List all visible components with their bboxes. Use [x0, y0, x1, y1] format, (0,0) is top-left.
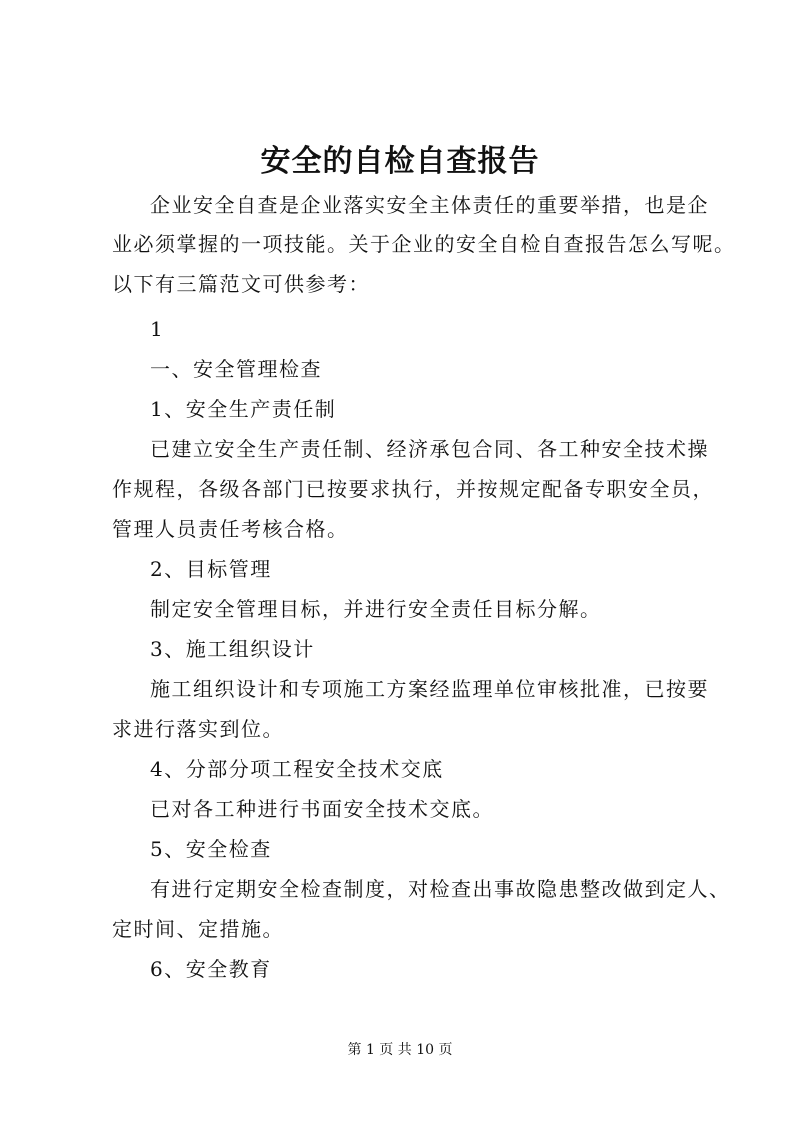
- subsection-heading: 6、安全教育: [150, 957, 272, 981]
- subsection-heading: 1、安全生产责任制: [150, 397, 337, 421]
- subsection-heading: 2、目标管理: [150, 557, 272, 581]
- section-number: 1: [150, 317, 165, 341]
- paragraph-line: 以下有三篇范文可供参考：: [112, 272, 370, 296]
- section-heading: 一、安全管理检查: [150, 357, 322, 381]
- paragraph-line: 有进行定期安全检查制度，对检查出事故隐患整改做到定人、: [150, 877, 731, 901]
- paragraph-line: 已建立安全生产责任制、经济承包合同、各工种安全技术操: [150, 437, 709, 461]
- page-footer: 第 1 页 共 10 页: [347, 1042, 453, 1058]
- paragraph-line: 业必须掌握的一项技能。关于企业的安全自检自查报告怎么写呢。: [112, 232, 736, 256]
- subsection-heading: 4、分部分项工程安全技术交底: [150, 757, 444, 781]
- paragraph-line: 管理人员责任考核合格。: [112, 517, 349, 541]
- paragraph-line: 已对各工种进行书面安全技术交底。: [150, 797, 494, 821]
- subsection-heading: 5、安全检查: [150, 837, 272, 861]
- paragraph-line: 求进行落实到位。: [112, 717, 284, 741]
- page-title: 安全的自检自查报告: [260, 144, 540, 179]
- paragraph-line: 作规程，各级各部门已按要求执行，并按规定配备专职安全员，: [112, 477, 714, 501]
- paragraph-line: 施工组织设计和专项施工方案经监理单位审核批准，已按要: [150, 677, 709, 701]
- paragraph-line: 制定安全管理目标，并进行安全责任目标分解。: [150, 597, 602, 621]
- subsection-heading: 3、施工组织设计: [150, 637, 315, 661]
- paragraph-line: 企业安全自查是企业落实安全主体责任的重要举措，也是企: [150, 193, 709, 217]
- paragraph-line: 定时间、定措施。: [112, 917, 284, 941]
